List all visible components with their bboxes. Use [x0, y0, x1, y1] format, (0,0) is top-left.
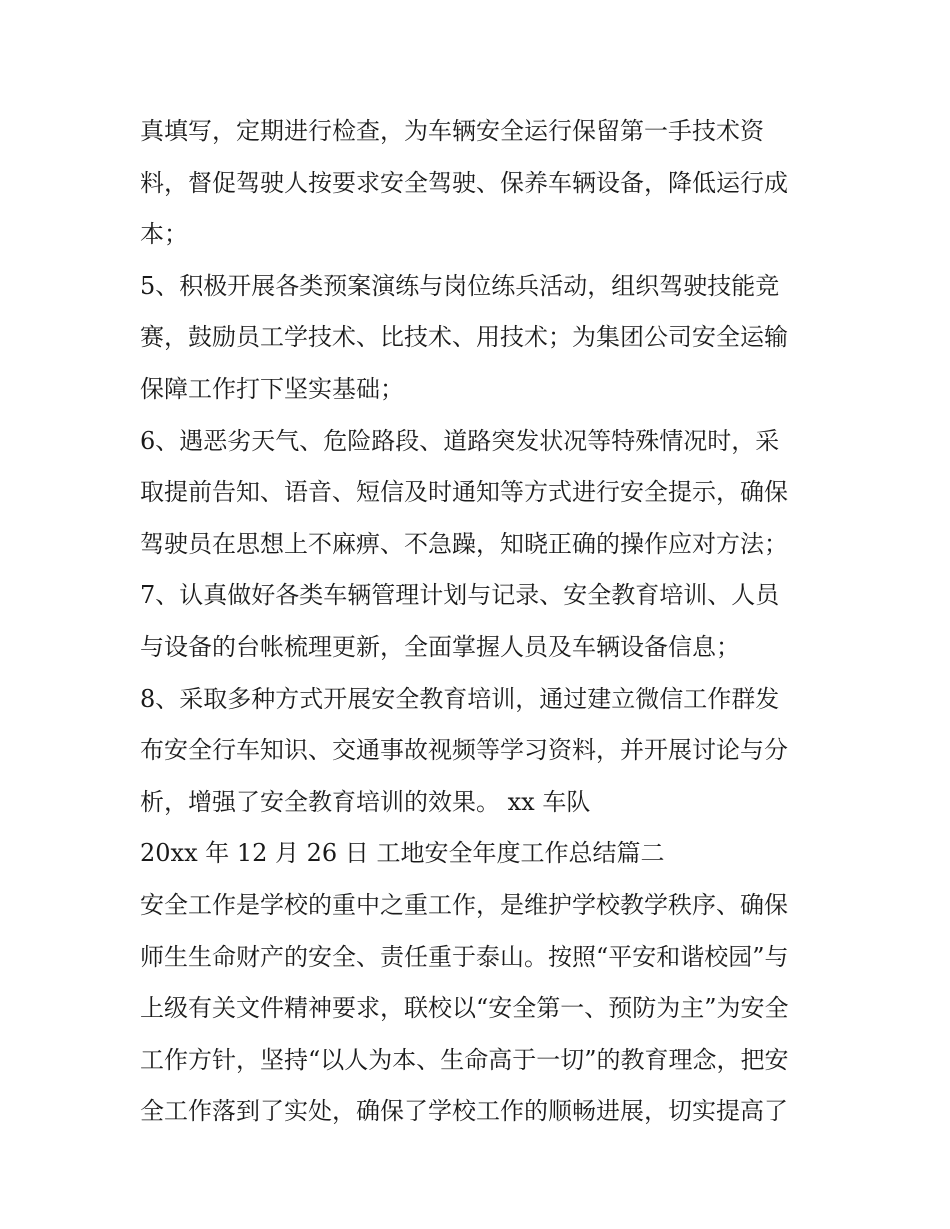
text-line: 析，增强了安全教育培训的效果。 xx 车队: [140, 787, 591, 816]
text-line: 料，督促驾驶人按要求安全驾驶、保养车辆设备，降低运行成: [140, 168, 788, 197]
text-line: 保障工作打下坚实基础；: [140, 374, 404, 403]
document-body: [140, 106, 820, 1138]
text-line: 驾驶员在思想上不麻痹、不急躁，知晓正确的操作应对方法；: [140, 529, 788, 558]
text-line: 上级有关文件精神要求，联校以“安全第一、预防为主”为安全: [140, 994, 789, 1023]
text-line: 工作方针，坚持“以人为本、生命高于一切”的教育理念，把安: [140, 1045, 789, 1074]
text-line: 全工作落到了实处，确保了学校工作的顺畅进展，切实提高了: [140, 1097, 788, 1126]
text-line: 6、遇恶劣天气、危险路段、道路突发状况等特殊情况时，采: [140, 426, 780, 455]
text-line: 取提前告知、语音、短信及时通知等方式进行安全提示，确保: [140, 478, 788, 507]
text-line: 师生生命财产的安全、责任重于泰山。按照“平安和谐校园”与: [140, 942, 789, 971]
text-line: 安全工作是学校的重中之重工作，是维护学校教学秩序、确保: [140, 890, 788, 919]
text-line: 5、积极开展各类预案演练与岗位练兵活动，组织驾驶技能竞: [140, 271, 780, 300]
text-line: 7、认真做好各类车辆管理计划与记录、安全教育培训、人员: [140, 581, 780, 610]
text-line: 赛，鼓励员工学技术、比技术、用技术；为集团公司安全运输: [140, 323, 788, 352]
text-line: 真填写，定期进行检查，为车辆安全运行保留第一手技术资: [140, 117, 764, 145]
text-line: 8、采取多种方式开展安全教育培训，通过建立微信工作群发: [140, 684, 780, 713]
section-heading: 20xx 年 12 月 26 日 工地安全年度工作总结篇二: [140, 839, 665, 868]
text-line: 与设备的台帐梳理更新，全面掌握人员及车辆设备信息；: [140, 632, 740, 661]
text-line: 本；: [140, 220, 188, 249]
text-line: 布安全行车知识、交通事故视频等学习资料，并开展讨论与分: [140, 736, 788, 765]
